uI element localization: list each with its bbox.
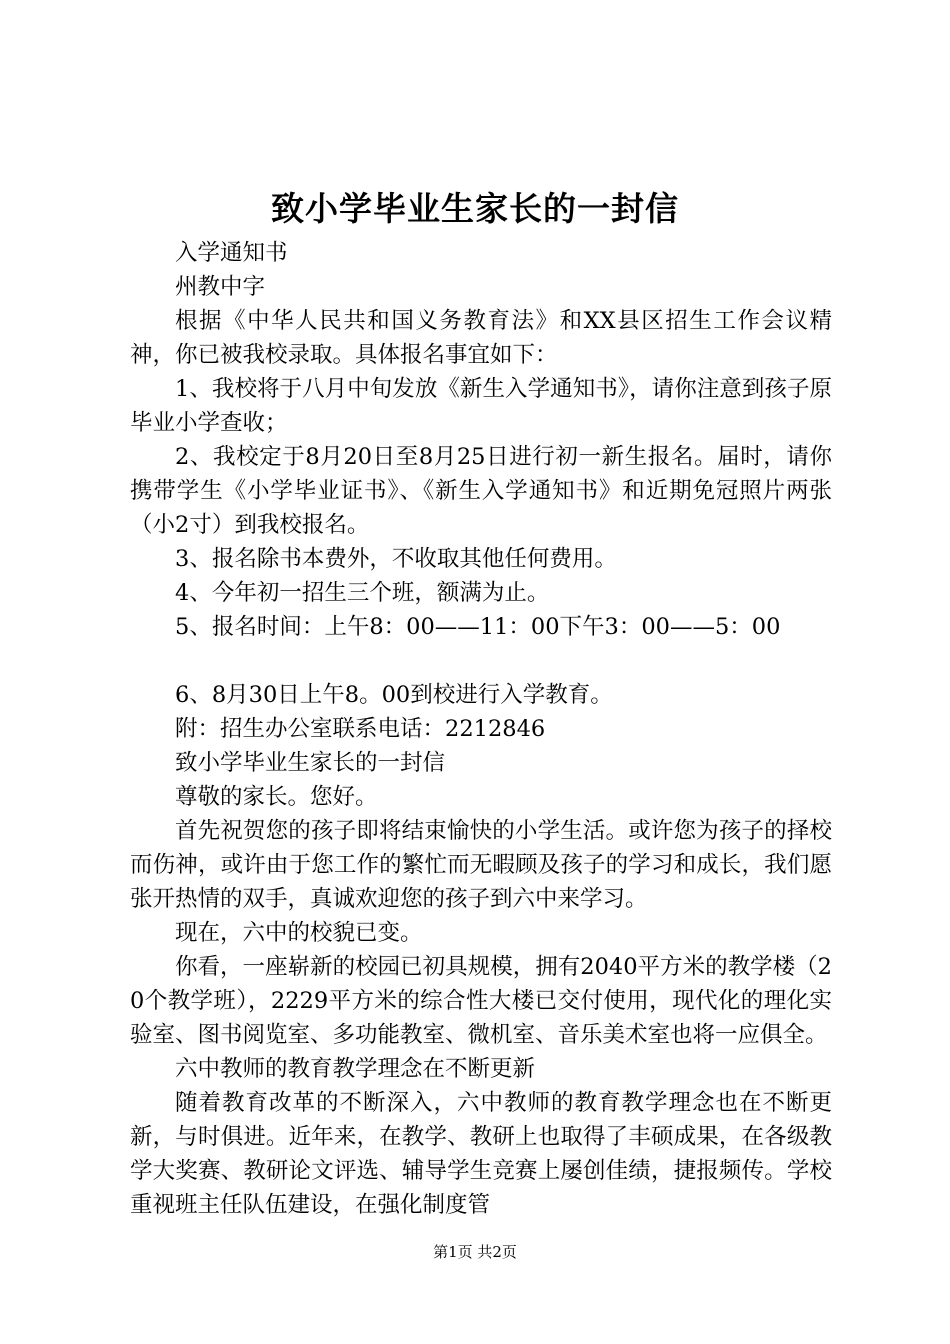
document-body <box>130 236 832 1222</box>
paragraph-teacher-achievements: 随着教育改革的不断深入，六中教师的教育教学理念也在不断更新，与时俱进。近年来，在教学、教研上也取得了丰硕成果，在各级教学大奖赛、教研论文评选、辅导学生竞赛上屡创佳绩，捷报频传。学校重视班主任队伍建设，在强化制度管 <box>130 1090 832 1218</box>
paragraph-teacher-heading: 六中教师的教育教学理念在不断更新 <box>175 1056 536 1082</box>
paragraph-notice-heading: 入学通知书 <box>175 240 288 266</box>
blank-line <box>130 644 832 678</box>
paragraph-item-3: 3、报名除书本费外，不收取其他任何费用。 <box>175 546 617 572</box>
paragraph-congratulations: 首先祝贺您的孩子即将结束愉快的小学生活。或许您为孩子的择校而伤神，或许由于您工作的繁忙而无暇顾及孩子的学习和成长，我们愿张开热情的双手，真诚欢迎您的孩子到六中来学习。 <box>130 818 832 912</box>
paragraph-greeting: 尊敬的家长。您好。 <box>175 784 378 810</box>
paragraph-letter-heading: 致小学毕业生家长的一封信 <box>175 750 446 776</box>
document-title: 致小学毕业生家长的一封信 <box>271 189 679 228</box>
page-footer: 第1页 共2页 <box>433 1243 517 1261</box>
paragraph-doc-number: 州教中字 <box>175 274 266 300</box>
paragraph-item-2: 2、我校定于8月20日至8月25日进行初一新生报名。届时，请你携带学生《小学毕业证书》、《新生入学通知书》和近期免冠照片两张（小2寸）到我校报名。 <box>130 444 832 538</box>
paragraph-contact-phone: 附：招生办公室联系电话：2212846 <box>175 716 546 742</box>
paragraph-campus-changed: 现在，六中的校貌已变。 <box>175 920 423 946</box>
paragraph-item-1: 1、我校将于八月中旬发放《新生入学通知书》，请你注意到孩子原毕业小学查收； <box>130 376 832 436</box>
paragraph-item-5: 5、报名时间：上午8：00——11：00下午3：00——5：00 <box>175 614 781 640</box>
paragraph-admission-intro: 根据《中华人民共和国义务教育法》和XX县区招生工作会议精神，你已被我校录取。具体报名事宜如下： <box>130 308 832 368</box>
paragraph-item-4: 4、今年初一招生三个班，额满为止。 <box>175 580 550 606</box>
paragraph-item-6: 6、8月30日上午8。00到校进行入学教育。 <box>175 682 613 708</box>
paragraph-campus-facilities: 你看，一座崭新的校园已初具规模，拥有2040平方米的教学楼（20个教学班），2229平方米的综合性大楼已交付使用，现代化的理化实验室、图书阅览室、多功能教室、微机室、音乐美术室也将一应俱全。 <box>130 954 832 1048</box>
